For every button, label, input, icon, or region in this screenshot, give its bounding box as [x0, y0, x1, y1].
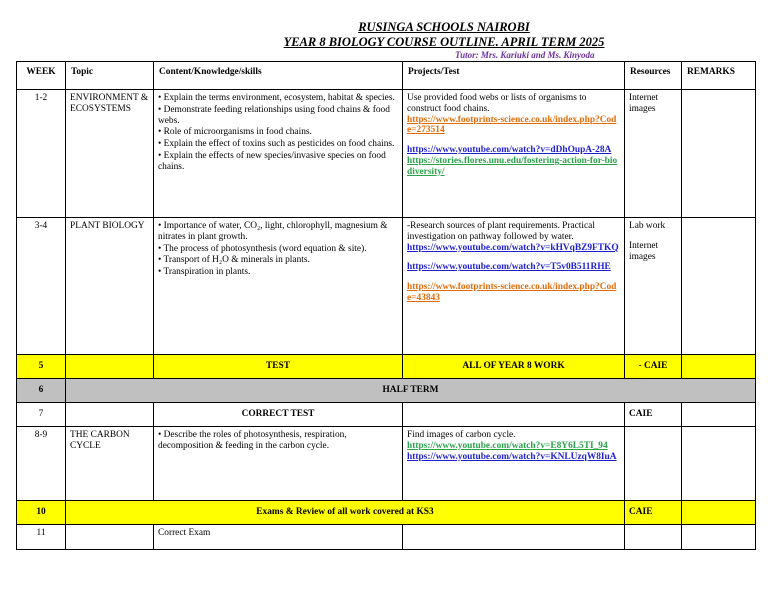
resources-cell	[625, 427, 682, 501]
projects-cell	[403, 403, 625, 427]
week-cell: 6	[17, 379, 66, 403]
col-resources: Resources	[625, 62, 682, 90]
col-topic: Topic	[66, 62, 154, 90]
resource-link[interactable]: https://www.footprints-science.co.uk/index.php?Code=43843	[407, 282, 617, 304]
remarks-cell	[682, 427, 756, 501]
projects-text: Find images of carbon cycle.	[407, 430, 516, 440]
week-cell: 3-4	[17, 218, 66, 355]
resource-link[interactable]: https://www.youtube.com/watch?v=T5v0B511RHE	[407, 262, 611, 273]
week-cell: 1-2	[17, 90, 66, 218]
content-cell: • Describe the roles of photosynthesis, respiration, decomposition & feeding in the carbon cycle.	[154, 427, 403, 501]
topic-cell: THE CARBON CYCLE	[66, 427, 154, 501]
week-cell: 5	[17, 355, 66, 379]
resources-cell: Internet images	[625, 90, 682, 218]
resource-link[interactable]: https://stories.flores.unu.edu/fostering-action-for-biodiversity/	[407, 156, 618, 177]
topic-cell: ENVIRONMENT & ECOSYSTEMS	[66, 90, 154, 218]
content-item: • Importance of water, CO₂, light, chlorophyll, magnesium & nitrates in plant growth.	[158, 221, 388, 242]
col-remarks: REMARKS	[682, 62, 756, 90]
week-cell: 10	[17, 501, 66, 525]
table-row	[17, 218, 756, 355]
table-row	[17, 501, 756, 525]
resources-cell: CAIE	[625, 501, 682, 525]
projects-cell: ALL OF YEAR 8 WORK	[403, 355, 625, 379]
content-cell	[154, 90, 403, 218]
topic-cell	[66, 525, 154, 550]
table-row	[17, 90, 756, 218]
remarks-cell	[682, 403, 756, 427]
resource-link[interactable]: https://www.footprints-science.co.uk/index.php?Code=273514	[407, 114, 617, 136]
course-outline-table	[16, 61, 756, 550]
col-projects: Projects/Test	[403, 62, 625, 90]
topic-cell	[66, 403, 154, 427]
projects-cell	[403, 525, 625, 550]
table-header-row	[17, 62, 756, 90]
resource-internet: Internet images	[629, 240, 659, 262]
resources-cell: CAIE	[625, 403, 682, 427]
content-item: • Explain the effects of new species/invasive species on food chains.	[158, 151, 386, 172]
content-item: • Explain the terms environment, ecosystem, habitat & species.	[158, 93, 395, 103]
resource-link[interactable]: https://www.youtube.com/watch?v=kHVqBZ9FTKQ	[407, 242, 619, 253]
content-item: • Demonstrate feeding relationships using food chains & food webs.	[158, 104, 390, 126]
week-cell: 11	[17, 525, 66, 550]
content-cell	[154, 218, 403, 355]
topic-cell	[66, 355, 154, 379]
projects-cell	[403, 218, 625, 355]
week-cell: 8-9	[17, 427, 66, 501]
content-cell: TEST	[154, 355, 403, 379]
resource-link[interactable]: https://www.youtube.com/watch?v=dDhOupA-28A	[407, 145, 612, 156]
content-cell: Correct Exam	[154, 525, 403, 550]
projects-cell	[403, 90, 625, 218]
projects-cell	[403, 427, 625, 501]
school-title: RUSINGA SCHOOLS NAIROBI	[358, 20, 530, 34]
remarks-cell	[682, 218, 756, 355]
content-item: • The process of photosynthesis (word equation & site).	[158, 243, 367, 254]
content-item: • Transpiration in plants.	[158, 267, 251, 278]
resource-link[interactable]: https://www.youtube.com/watch?v=E8Y6L5TI_94	[407, 440, 608, 451]
remarks-cell	[682, 501, 756, 525]
half-term-cell: HALF TERM	[66, 379, 756, 403]
resources-cell	[625, 525, 682, 550]
content-cell: CORRECT TEST	[154, 403, 403, 427]
resource-lab: Lab work	[629, 221, 666, 231]
table-row	[17, 525, 756, 550]
content-item: • Role of microorganisms in food chains.	[158, 127, 312, 138]
week-cell: 7	[17, 403, 66, 427]
remarks-cell	[682, 525, 756, 550]
resources-cell: - CAIE	[625, 355, 682, 379]
table-row	[17, 355, 756, 379]
col-week: WEEK	[17, 62, 66, 90]
col-content: Content/Knowledge/skills	[154, 62, 403, 90]
table-row	[17, 379, 756, 403]
remarks-cell	[682, 355, 756, 379]
table-row	[17, 427, 756, 501]
remarks-cell	[682, 90, 756, 218]
course-title: YEAR 8 BIOLOGY COURSE OUTLINE. APRIL TERM 2025	[283, 35, 605, 49]
resources-cell	[625, 218, 682, 355]
projects-text: Use provided food webs or lists of organisms to construct food chains.	[407, 93, 587, 114]
content-item: • Explain the effect of toxins such as pesticides on food chains.	[158, 139, 395, 150]
tutor-line: Tutor: Mrs. Kariuki and Ms. Kinyoda	[455, 50, 595, 60]
table-row	[17, 403, 756, 427]
projects-text: -Research sources of plant requirements. Practical investigation on pathway followed by water.	[407, 221, 595, 242]
resource-link[interactable]: https://www.youtube.com/watch?v=KNLUzqW8IuA	[407, 451, 617, 462]
content-item: • Transport of H₂O & minerals in plants.	[158, 255, 310, 266]
exams-cell: Exams & Review of all work covered at KS3	[66, 501, 625, 525]
topic-cell: PLANT BIOLOGY	[66, 218, 154, 355]
